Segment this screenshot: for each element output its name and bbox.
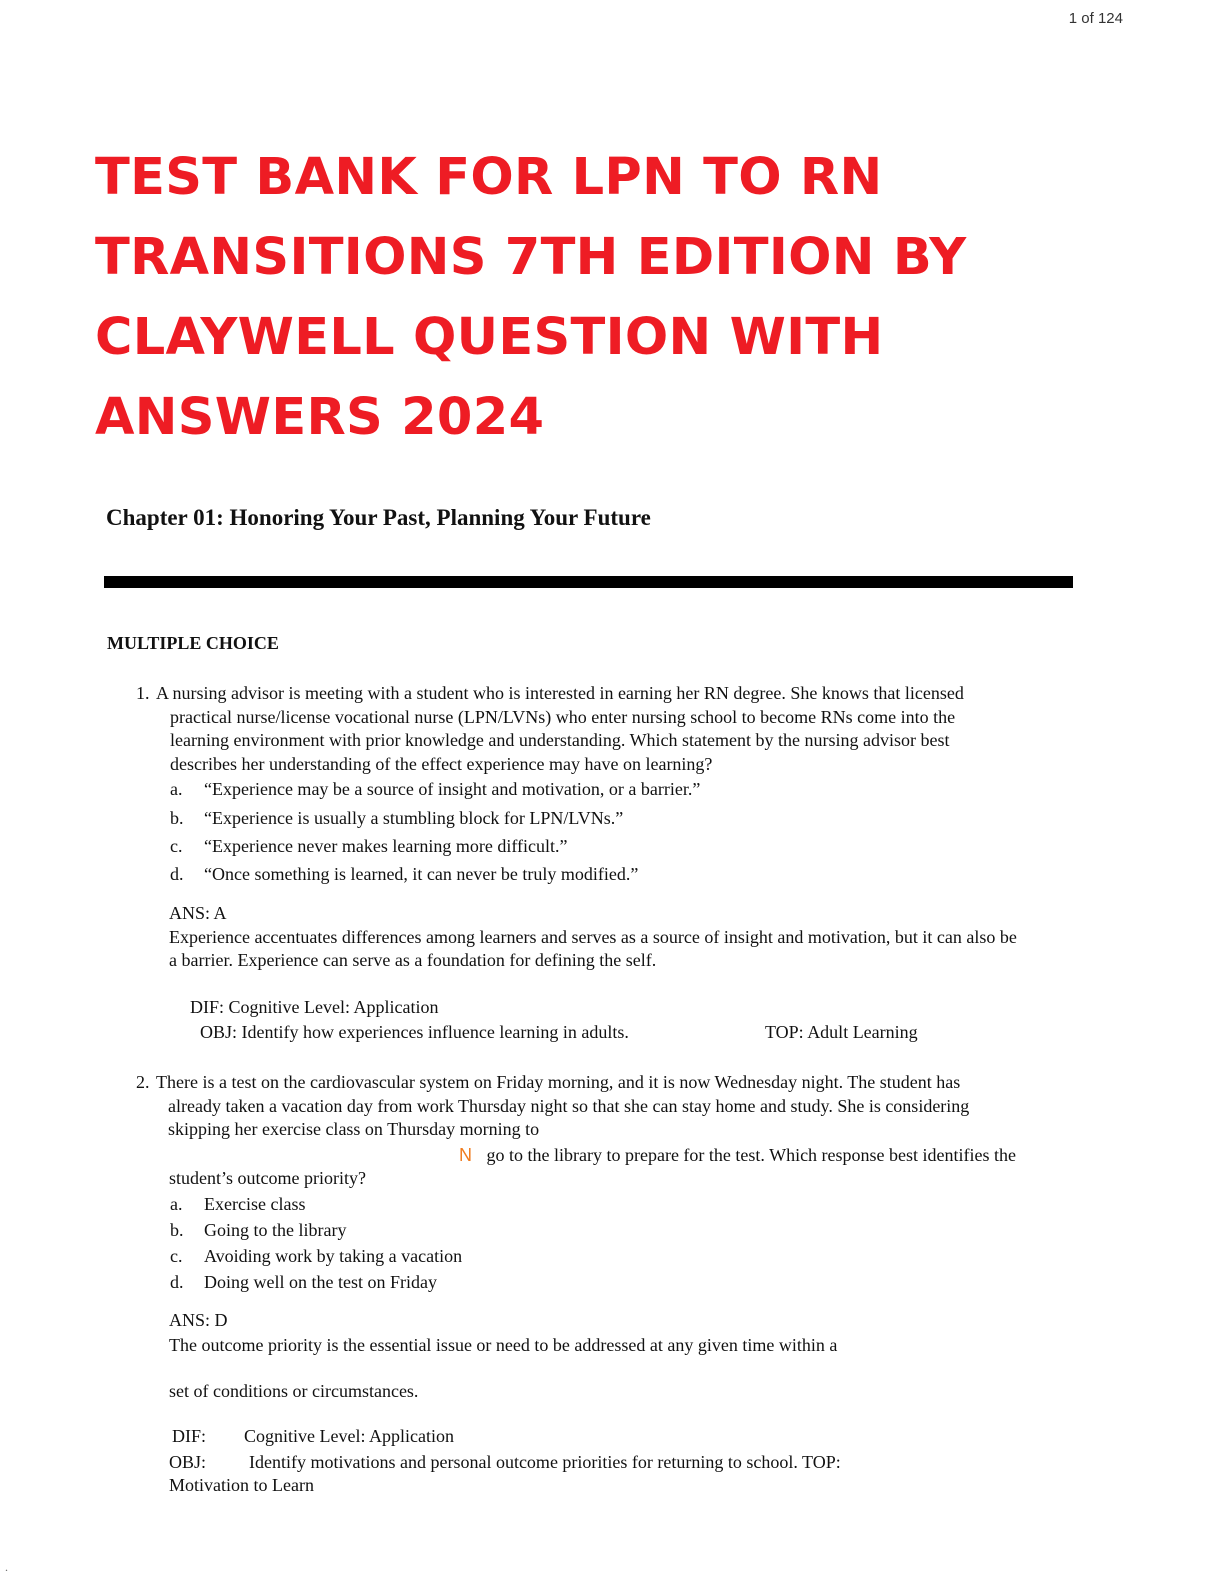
option-letter: d. — [170, 1272, 184, 1292]
topic-meta: TOP: Adult Learning — [765, 1022, 918, 1042]
rationale-line: set of conditions or circumstances. — [169, 1381, 419, 1401]
corner-mark: . — [5, 1560, 8, 1574]
rationale-line: Experience accentuates differences among learners and serves as a source of insight and motivation, but it can also be — [169, 927, 1017, 947]
difficulty-meta: Cognitive Level: Application — [244, 1426, 454, 1446]
objective-meta: OBJ: Identify how experiences influence learning in adults. — [200, 1022, 629, 1042]
answer-key: ANS: D — [169, 1310, 228, 1330]
option-text: Exercise class — [204, 1194, 306, 1214]
page-indicator: 1 of 124 — [1068, 10, 1123, 27]
title-line: TEST BANK FOR LPN TO RN — [95, 148, 883, 207]
chapter-heading: Chapter 01: Honoring Your Past, Planning Your Future — [106, 505, 651, 530]
title-line: CLAYWELL QUESTION WITH — [95, 308, 884, 367]
topic-meta: Motivation to Learn — [169, 1475, 314, 1495]
option-text: “Experience never makes learning more difficult.” — [204, 836, 568, 856]
title-line: ANSWERS 2024 — [95, 388, 545, 447]
rationale-line: The outcome priority is the essential issue or need to be addressed at any given time within a — [169, 1335, 838, 1355]
section-heading: MULTIPLE CHOICE — [107, 633, 279, 653]
option-letter: b. — [170, 808, 184, 828]
option-letter: d. — [170, 864, 184, 884]
option-text: “Experience may be a source of insight and motivation, or a barrier.” — [204, 779, 701, 799]
answer-option — [170, 1194, 305, 1215]
stem-line: practical nurse/license vocational nurse (LPN/LVNs) who enter nursing school to become RNs come into the — [170, 706, 956, 727]
answer-key: ANS: A — [169, 903, 227, 923]
divider-rule — [104, 576, 1073, 588]
stem-line: A nursing advisor is meeting with a student who is interested in earning her RN degree. She knows that licensed — [156, 683, 964, 703]
option-text: Doing well on the test on Friday — [204, 1272, 437, 1292]
answer-option — [170, 1220, 346, 1241]
option-letter: a. — [170, 1194, 183, 1214]
option-letter: b. — [170, 1220, 184, 1240]
option-text: Going to the library — [204, 1220, 347, 1240]
objective-meta: Identify motivations and personal outcome priorities for returning to school. TOP: — [249, 1452, 841, 1472]
stem-line — [459, 1144, 1016, 1168]
stem-continued: go to the library to prepare for the test. Which response best identifies the — [486, 1145, 1017, 1165]
difficulty-meta: DIF: Cognitive Level: Application — [190, 997, 439, 1017]
option-letter: c. — [170, 836, 183, 856]
stem-line: student’s outcome priority? — [169, 1168, 366, 1188]
stem-line: skipping her exercise class on Thursday morning to — [168, 1119, 540, 1139]
title-line: TRANSITIONS 7TH EDITION BY — [95, 228, 967, 287]
stem-line: describes her understanding of the effect experience may have on learning? — [170, 753, 713, 774]
option-letter: a. — [170, 779, 183, 799]
option-letter: c. — [170, 1246, 183, 1266]
answer-option — [170, 1272, 437, 1293]
answer-option — [170, 836, 568, 857]
rationale-line: a barrier. Experience can serve as a foundation for defining the self. — [169, 950, 657, 970]
option-text: Avoiding work by taking a vacation — [204, 1246, 463, 1266]
answer-option — [170, 864, 638, 885]
objective-label: OBJ: — [169, 1452, 207, 1472]
option-text: “Experience is usually a stumbling block for LPN/LVNs.” — [204, 808, 624, 828]
question-stem — [156, 1071, 969, 1142]
answer-option — [170, 779, 700, 800]
question-number: 1. — [136, 683, 150, 703]
stem-line: There is a test on the cardiovascular system on Friday morning, and it is now Wednesday night. The student has — [156, 1072, 961, 1092]
option-text: “Once something is learned, it can never be truly modified.” — [204, 864, 639, 884]
stem-line: already taken a vacation day from work Thursday night so that she can stay home and study. She is considering — [168, 1095, 970, 1116]
stem-line: learning environment with prior knowledge and understanding. Which statement by the nursing advisor best — [170, 730, 950, 750]
question-stem — [156, 682, 964, 776]
difficulty-label: DIF: — [172, 1426, 207, 1446]
document-title — [95, 138, 1105, 458]
answer-option — [170, 1246, 462, 1267]
question-number: 2. — [136, 1072, 150, 1092]
annotation-mark: N — [459, 1145, 472, 1165]
answer-option — [170, 808, 623, 829]
